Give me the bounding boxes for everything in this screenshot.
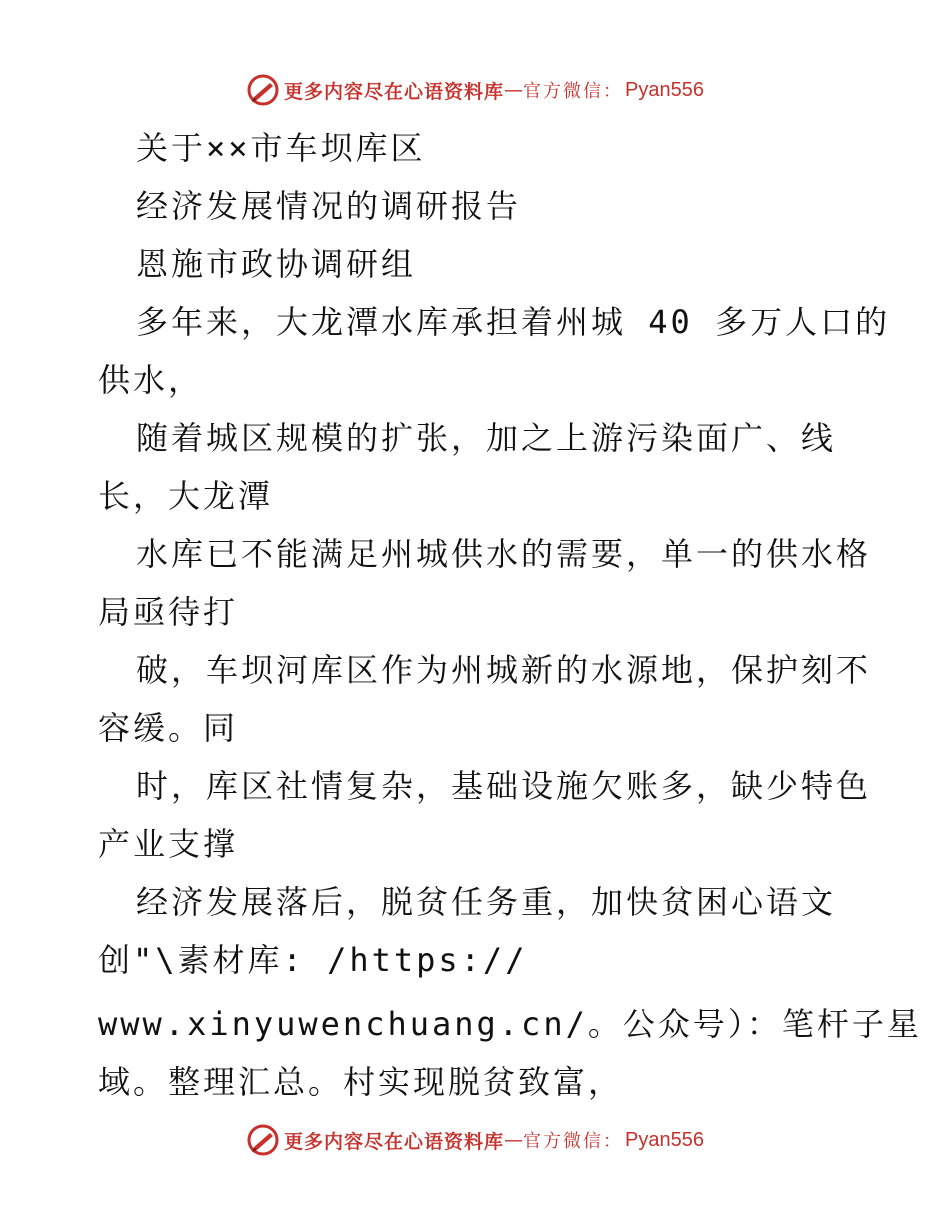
header-watermark (0, 70, 950, 110)
watermark-handle: Pyan556 (625, 1128, 704, 1151)
pen-logo-icon (246, 1123, 280, 1157)
watermark-official-label: 官方微信： (523, 81, 624, 102)
doc-line: 经济发展落后，脱贫任务重，加快贫困心语文 (136, 883, 837, 921)
watermark-official-label: 官方微信： (523, 1131, 624, 1152)
pen-logo-icon (246, 73, 280, 107)
doc-line: 破，车坝河库区作为州城新的水源地，保护刻不 (136, 651, 872, 689)
doc-line: www.xinyuwenchuang.cn/。公众号）：笔杆子星 (98, 1005, 922, 1043)
doc-line: 关于××市车坝库区 (136, 129, 426, 167)
doc-line: 供水， (98, 361, 204, 399)
watermark-handle: Pyan556 (625, 78, 704, 101)
doc-line: 水库已不能满足州城供水的需要，单一的供水格 (136, 535, 872, 573)
watermark-brand: 更多内容尽在心语资料库 (284, 80, 505, 103)
doc-line: 恩施市政协调研组 (136, 245, 417, 283)
doc-line: 创"\素材库: /https:// (98, 941, 528, 979)
doc-line: 多年来，大龙潭水库承担着州城 40 多万人口的 (136, 303, 891, 341)
doc-line: 长，大龙潭 (98, 477, 274, 515)
doc-line: 产业支撑 (98, 825, 239, 863)
doc-line: 域。整理汇总。村实现脱贫致富， (98, 1063, 624, 1101)
doc-line: 时，库区社情复杂，基础设施欠账多，缺少特色 (136, 767, 872, 805)
watermark-brand: 更多内容尽在心语资料库 (284, 1130, 505, 1153)
doc-line: 容缓。同 (98, 709, 239, 747)
doc-line: 随着城区规模的扩张，加之上游污染面广、线 (136, 419, 837, 457)
watermark-separator: — (504, 79, 524, 101)
doc-line: 经济发展情况的调研报告 (136, 187, 522, 225)
footer-watermark (0, 1120, 950, 1160)
watermark-separator: — (504, 1129, 524, 1151)
doc-line: 局亟待打 (98, 593, 239, 631)
